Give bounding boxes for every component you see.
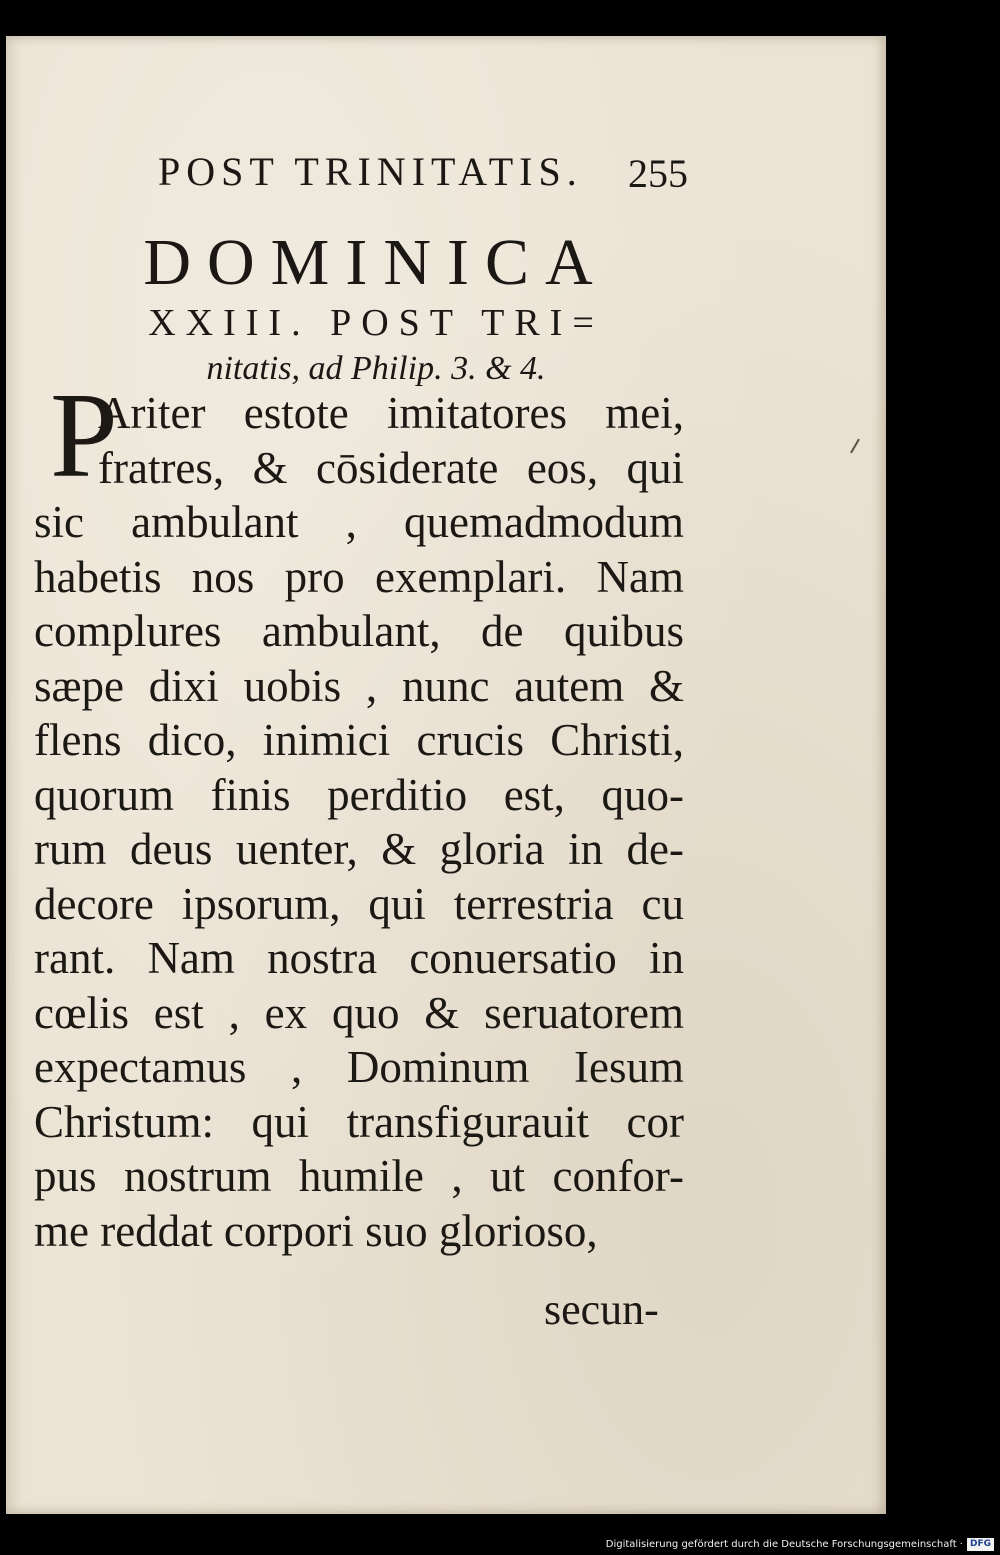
text-line: Ariter estote imitatores mei, — [98, 388, 684, 438]
text-line: quorum finis perditio est, quo- — [34, 769, 684, 820]
digitization-footer — [600, 1533, 1000, 1555]
section-heading — [86, 226, 666, 392]
margin-mark — [850, 439, 860, 454]
text-line: me reddat corpori suo glorioso, — [34, 1205, 598, 1256]
text-line: cœlis est , ex quo & seruatorem — [34, 987, 684, 1038]
text-line: Christum: qui transfigurauit cor — [34, 1096, 684, 1147]
text-line: decore ipsorum, qui terrestria cu — [34, 878, 684, 929]
book-page — [6, 36, 886, 1514]
catchword: secun- — [544, 1285, 659, 1334]
heading-reference: nitatis, ad Philip. 3. & 4. — [206, 350, 546, 387]
text-line: fratres, & cōsiderate eos, qui — [98, 442, 684, 493]
text-line: rant. Nam nostra conuersatio in — [34, 933, 684, 983]
drop-cap: P — [50, 368, 118, 503]
text-line: pus nostrum humile , ut confor- — [34, 1151, 684, 1201]
text-line: flens dico, inimici crucis Christi, — [34, 715, 684, 765]
heading-main: DOMINICA — [143, 226, 609, 299]
dfg-logo-icon: DFG — [967, 1538, 994, 1551]
text-line: habetis nos pro exemplari. Nam — [34, 551, 684, 602]
running-title: POST TRINITATIS. — [158, 149, 583, 194]
footer-credit: Digitalisierung gefördert durch die Deutsche Forschungsgemeinschaft · — [605, 1538, 963, 1550]
text-line: sæpe dixi uobis , nunc autem & — [34, 660, 684, 711]
text-line: rum deus uenter, & gloria in de- — [34, 824, 684, 874]
text-line: expectamus , Dominum Iesum — [34, 1042, 684, 1092]
page-number: 255 — [628, 151, 688, 196]
heading-sub: XXIII. POST TRI= — [148, 302, 604, 344]
running-head — [158, 148, 698, 208]
text-line: sic ambulant , quemadmodum — [34, 497, 684, 547]
text-line: complures ambulant, de quibus — [34, 606, 684, 656]
